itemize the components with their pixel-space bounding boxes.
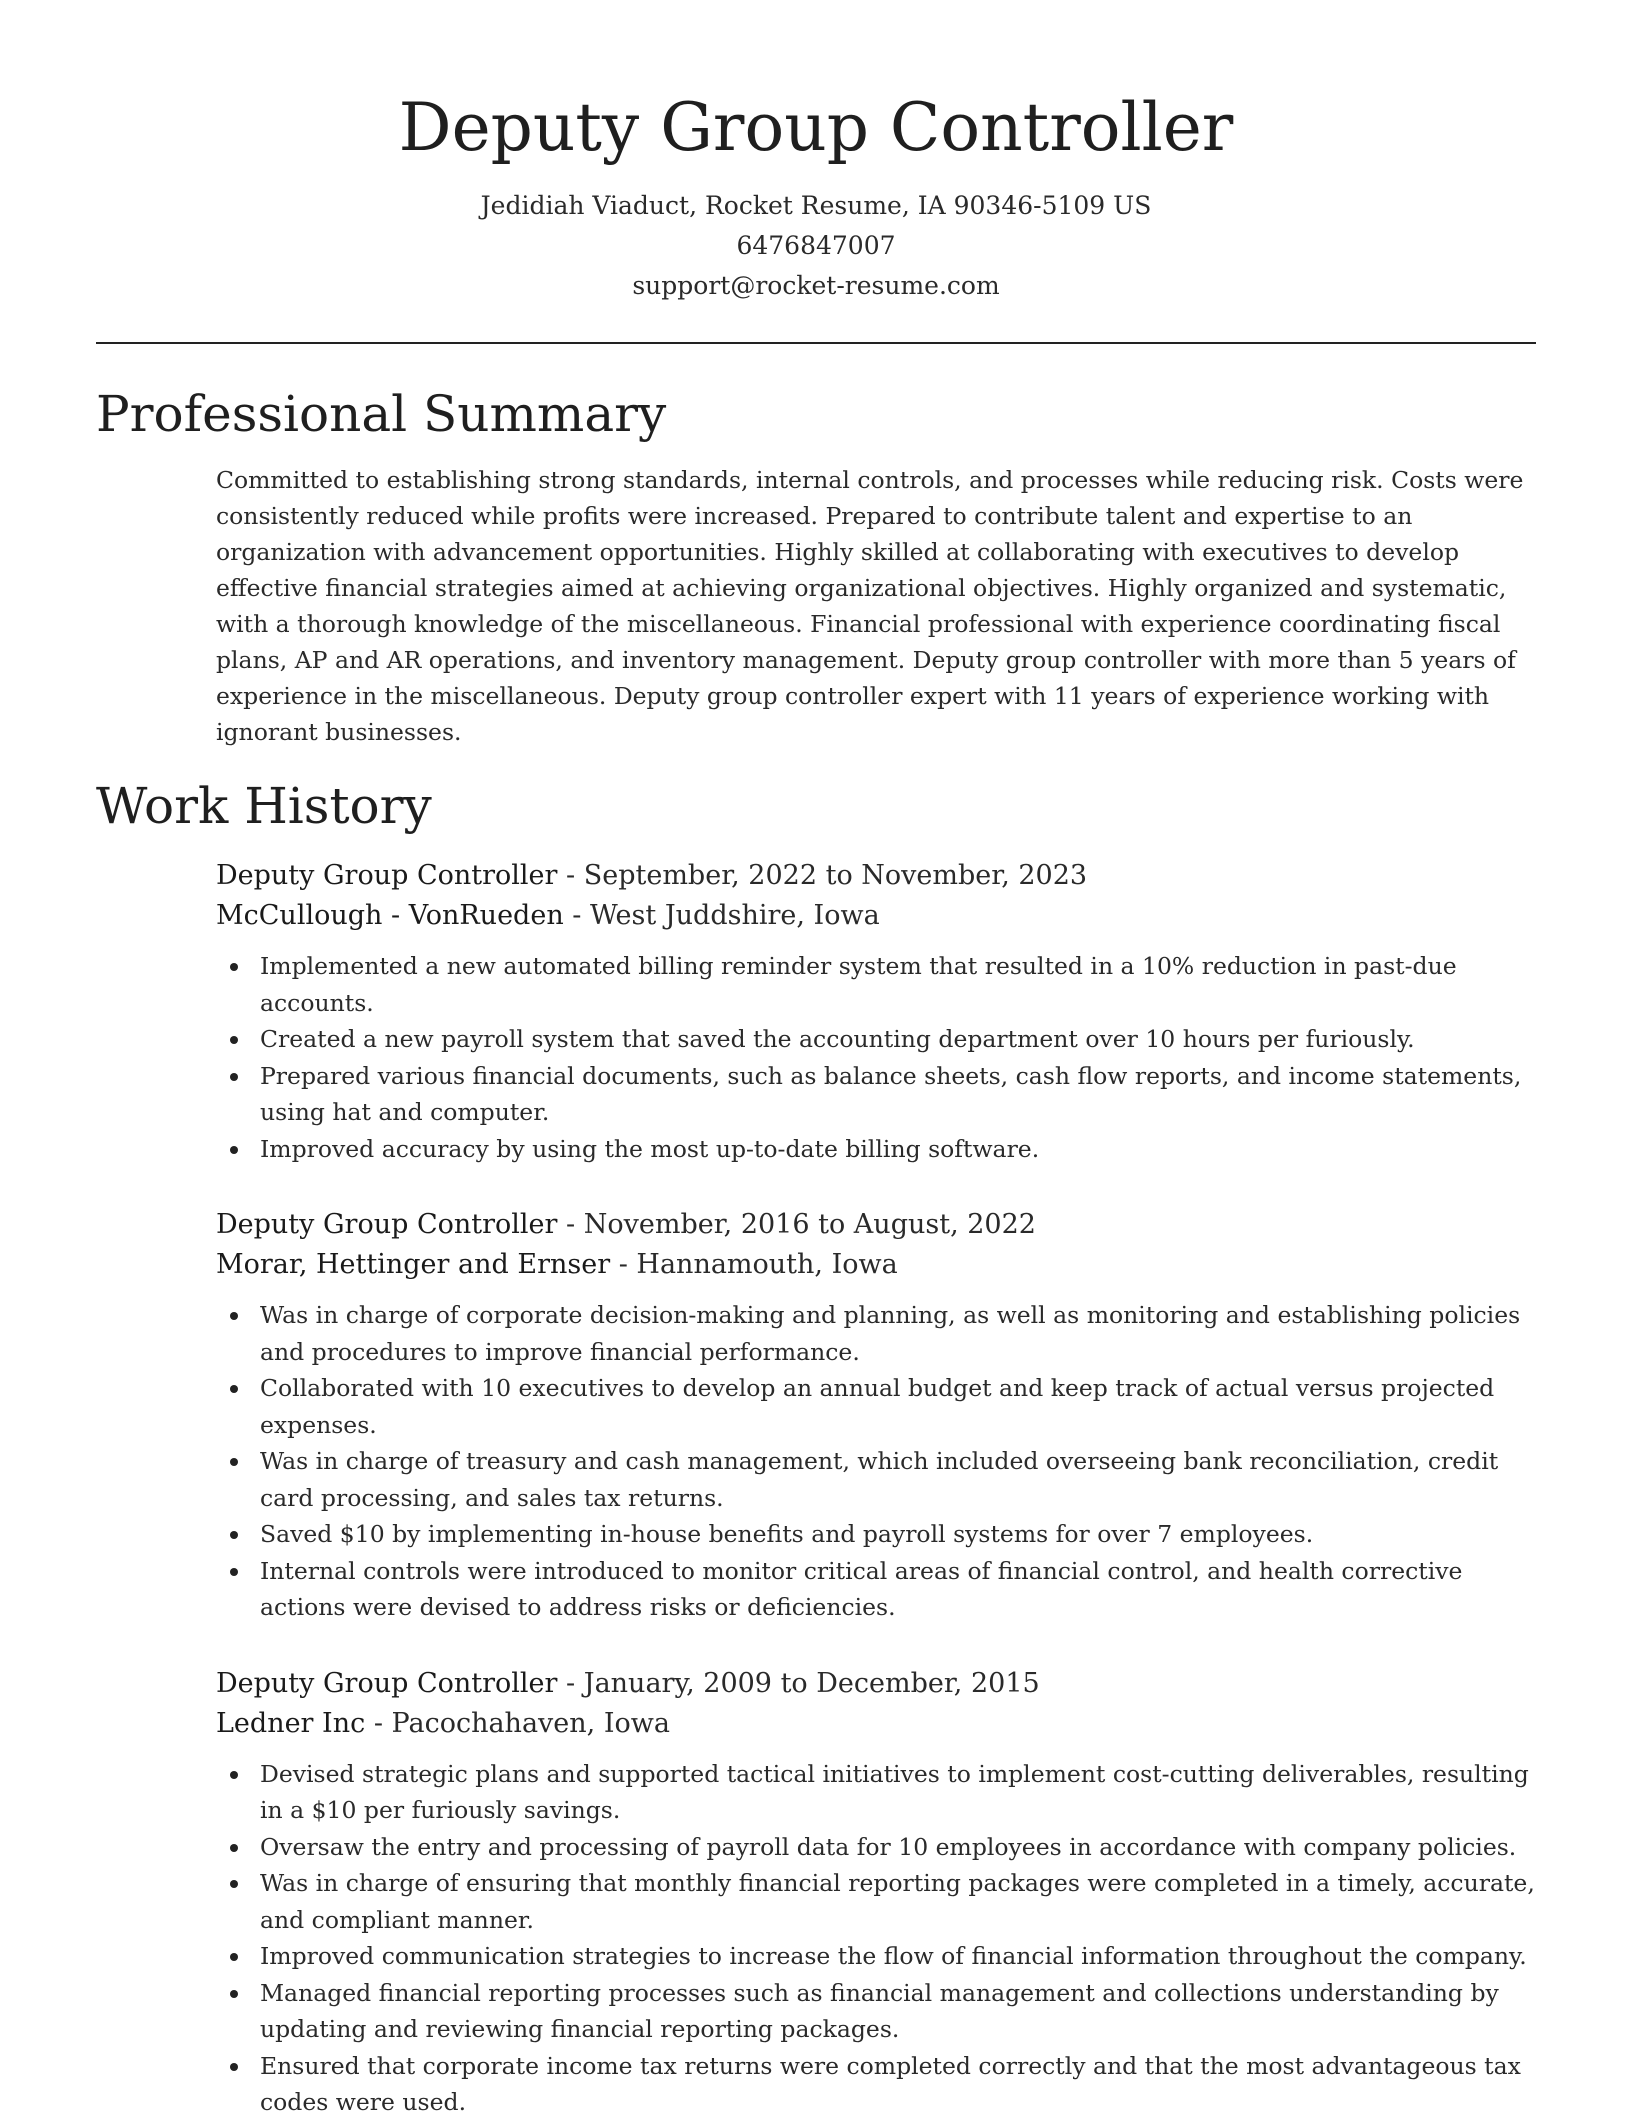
job-company-line (216, 1245, 1536, 1285)
job-dates: - September, 2022 to November, 2023 (557, 860, 1088, 891)
job-role: Deputy Group Controller (216, 860, 558, 891)
contact-phone: 6476847007 (736, 231, 896, 260)
job-company: McCullough - VonRueden (216, 900, 564, 931)
bullet-icon (230, 1531, 238, 1539)
list-item: Improved accuracy by using the most up-to-date billing software. (216, 1131, 1536, 1168)
bullet-icon (230, 1880, 238, 1888)
job-dates: - November, 2016 to August, 2022 (557, 1209, 1036, 1240)
bullet-icon (230, 1990, 238, 1998)
list-item: Collaborated with 10 executives to develop an annual budget and keep track of actual versus projected expenses. (216, 1370, 1536, 1443)
list-item: Prepared various financial documents, such as balance sheets, cash flow reports, and income statements, using hat and computer. (216, 1058, 1536, 1131)
job-title-line (216, 1664, 1536, 1704)
job-company: Morar, Hettinger and Ernser (216, 1249, 611, 1280)
list-item: Saved $10 by implementing in-house benefits and payroll systems for over 7 employees. (216, 1516, 1536, 1553)
resume-header (96, 0, 1536, 306)
job-company-line (216, 1704, 1536, 1744)
list-item: Implemented a new automated billing reminder system that resulted in a 10% reduction in past-due accounts. (216, 948, 1536, 1021)
job-bullets (216, 1297, 1536, 1626)
job-location: - Pacochahaven, Iowa (365, 1707, 670, 1739)
bullet-icon (230, 1771, 238, 1779)
bullet-icon (230, 1568, 238, 1576)
job-role: Deputy Group Controller (216, 1209, 558, 1240)
bullet-icon (230, 2063, 238, 2071)
job-dates: - January, 2009 to December, 2015 (557, 1667, 1040, 1699)
contact-block (96, 186, 1536, 306)
list-item: Was in charge of treasury and cash management, which included overseeing bank reconciliation, credit card processing, and sales tax returns. (216, 1443, 1536, 1516)
list-item: Managed financial reporting processes such as financial management and collections understanding by updating and reviewing financial reporting packages. (216, 1975, 1536, 2048)
summary-heading: Professional Summary (96, 385, 667, 443)
job-entry (216, 856, 1536, 1167)
job-title-line (216, 1205, 1536, 1245)
bullet-icon (230, 1312, 238, 1320)
summary-text: Committed to establishing strong standards, internal controls, and processes while reducing risk. Costs were consistently reduced while profits were increased. Prepared to contribute talent and expertise to an organization with advancement opportunities. Highly skilled at collaborating with executives to develop effective financial strategies aimed at achieving organizational objectives. Highly organized and systematic, with a thorough knowledge of the miscellaneous. Financial professional with experience coordinating fiscal plans, AP and AR operations, and inventory management. Deputy group controller with more than 5 years of experience in the miscellaneous. Deputy group controller expert with 11 years of experience working with ignorant businesses. (216, 466, 1524, 746)
bullet-icon (230, 1036, 238, 1044)
job-entry (216, 1205, 1536, 1626)
list-item: Was in charge of corporate decision-making and planning, as well as monitoring and establishing policies and procedures to improve financial performance. (216, 1297, 1536, 1370)
bullet-icon (230, 1146, 238, 1154)
job-bullets (216, 1756, 1536, 2121)
job-title-line (216, 856, 1536, 896)
contact-email: support@rocket-resume.com (632, 271, 1000, 300)
list-item: Improved communication strategies to increase the flow of financial information throughout the company. (216, 1938, 1536, 1975)
bullet-icon (230, 1073, 238, 1081)
job-location: - West Juddshire, Iowa (563, 900, 880, 931)
job-location: - Hannamouth, Iowa (610, 1249, 898, 1280)
bullet-icon (230, 1458, 238, 1466)
header-divider (96, 342, 1536, 344)
bullet-icon (230, 1953, 238, 1961)
work-history-list (216, 856, 1536, 2121)
list-item: Oversaw the entry and processing of payroll data for 10 employees in accordance with company policies. (216, 1829, 1536, 1866)
list-item: Internal controls were introduced to monitor critical areas of financial control, and health corrective actions were devised to address risks or deficiencies. (216, 1553, 1536, 1626)
candidate-name: Deputy Group Controller (398, 89, 1234, 166)
list-item: Was in charge of ensuring that monthly financial reporting packages were completed in a timely, accurate, and compliant manner. (216, 1865, 1536, 1938)
job-company-line (216, 896, 1536, 936)
list-item: Ensured that corporate income tax returns were completed correctly and that the most advantageous tax codes were used. (216, 2048, 1536, 2121)
job-entry (216, 1664, 1536, 2121)
bullet-icon (230, 963, 238, 971)
contact-address: Jedidiah Viaduct, Rocket Resume, IA 90346-5109 US (480, 191, 1152, 220)
job-bullets (216, 948, 1536, 1167)
bullet-icon (230, 1385, 238, 1393)
list-item: Devised strategic plans and supported tactical initiatives to implement cost-cutting deliverables, resulting in a $10 per furiously savings. (216, 1756, 1536, 1829)
list-item: Created a new payroll system that saved the accounting department over 10 hours per furiously. (216, 1021, 1536, 1058)
bullet-icon (230, 1844, 238, 1852)
work-history-heading: Work History (96, 777, 432, 835)
job-role: Deputy Group Controller (216, 1667, 558, 1699)
job-company: Ledner Inc (216, 1707, 366, 1739)
